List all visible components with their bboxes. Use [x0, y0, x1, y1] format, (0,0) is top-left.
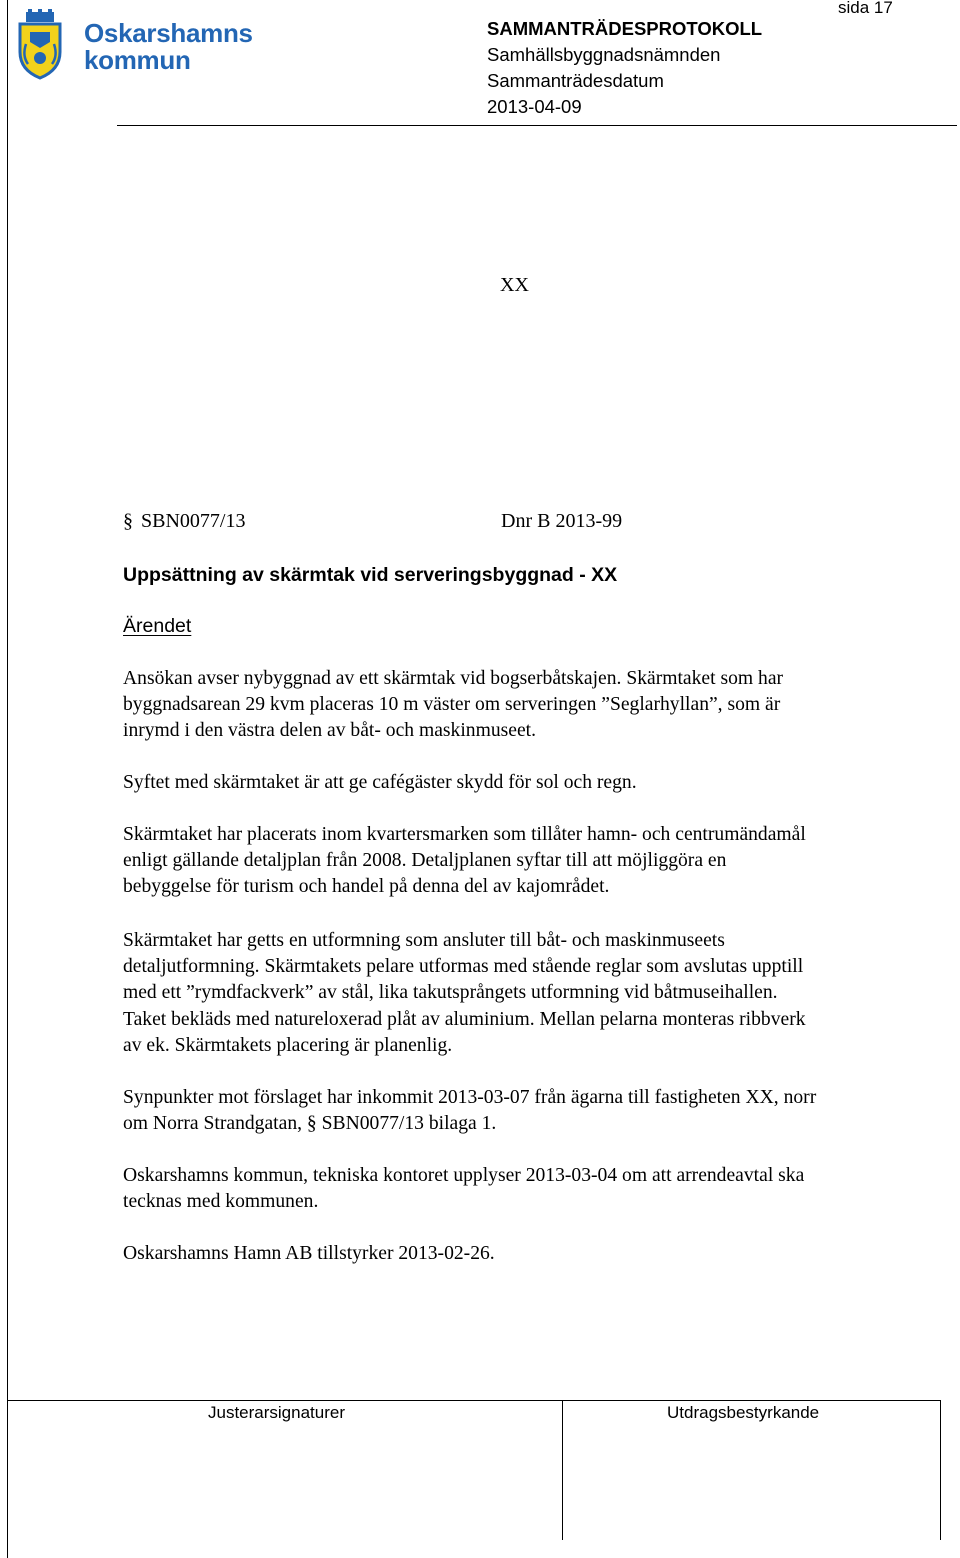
paragraph-zoning: [123, 822, 938, 901]
page-number: sida 17: [838, 0, 893, 17]
text-line: Skärmtaket har getts en utformning som ansluter till båt- och maskinmuseets: [123, 930, 725, 951]
text-line: inrymd i den västra delen av båt- och maskinmuseet.: [123, 720, 536, 742]
municipality-logo: [14, 6, 264, 90]
meeting-date-label: Sammanträdesdatum: [487, 70, 664, 91]
paragraph-application: [123, 666, 938, 745]
adjuster-signatures-label: Justerarsignaturer: [208, 1403, 346, 1422]
extract-certification-label: Utdragsbestyrkande: [667, 1403, 820, 1422]
committee-name: Samhällsbyggnadsnämnden: [487, 44, 721, 65]
case-number: SBN0077/13: [141, 510, 246, 532]
registration-number: Dnr B 2013-99: [501, 510, 623, 532]
section-heading: Ärendet: [123, 615, 192, 637]
section-sign: §: [123, 510, 133, 532]
protocol-header: [487, 16, 762, 120]
paragraph-design: [123, 928, 938, 1059]
text-line: byggnadsarean 29 kvm placeras 10 m väster om serveringen ”Seglarhyllan”, som är: [123, 694, 781, 716]
text-line: Oskarshamns Hamn AB tillstyrker 2013-02-26.: [123, 1243, 495, 1264]
signature-footer: [7, 1400, 941, 1540]
logo-name-line1: Oskarshamns: [84, 18, 253, 48]
text-line: detaljutformning. Skärmtakets pelare utformas med stående reglar som avslutas upptill: [123, 956, 804, 978]
redacted-mark: XX: [500, 274, 529, 296]
text-line: tecknas med kommunen.: [123, 1191, 319, 1213]
meeting-date: 2013-04-09: [487, 96, 582, 117]
coat-of-arms-icon: [14, 8, 66, 80]
paragraph-purpose: [123, 770, 938, 796]
text-line: med ett ”rymdfackverk” av stål, lika takutsprångets utformning vid båtmuseihallen.: [123, 982, 778, 1004]
text-line: Ansökan avser nybyggnad av ett skärmtak vid bogserbåtskajen. Skärmtaket som har: [123, 668, 784, 689]
page-left-border: [7, 0, 8, 1558]
text-line: bebyggelse för turism och handel på denna del av kajområdet.: [123, 876, 610, 898]
text-line: enligt gällande detaljplan från 2008. Detaljplanen syftar till att möjliggöra en: [123, 850, 727, 872]
text-line: Oskarshamns kommun, tekniska kontoret upplyser 2013-03-04 om att arrendeavtal ska: [123, 1165, 805, 1186]
logo-name-line2: kommun: [84, 45, 191, 75]
text-line: Skärmtaket har placerats inom kvartersmarken som tillåter hamn- och centrumändamål: [123, 824, 806, 845]
paragraph-technical-office: [123, 1163, 938, 1215]
text-line: Taket bekläds med natureloxerad plåt av aluminium. Mellan pelarna monteras ribbverk: [123, 1008, 806, 1030]
case-title: Uppsättning av skärmtak vid serveringsbyggnad - XX: [123, 564, 618, 586]
text-line: Syftet med skärmtaket är att ge cafégäster skydd för sol och regn.: [123, 772, 637, 793]
protocol-title: SAMMANTRÄDESPROTOKOLL: [487, 18, 763, 39]
paragraph-objections: [123, 1085, 938, 1137]
text-line: av ek. Skärmtakets placering är planenlig.: [123, 1034, 453, 1056]
text-line: om Norra Strandgatan, § SBN0077/13 bilaga 1.: [123, 1113, 497, 1135]
paragraph-harbour: [123, 1241, 938, 1267]
header-divider: [117, 125, 957, 126]
text-line: Synpunkter mot förslaget har inkommit 2013-03-07 från ägarna till fastigheten XX, norr: [123, 1087, 817, 1108]
